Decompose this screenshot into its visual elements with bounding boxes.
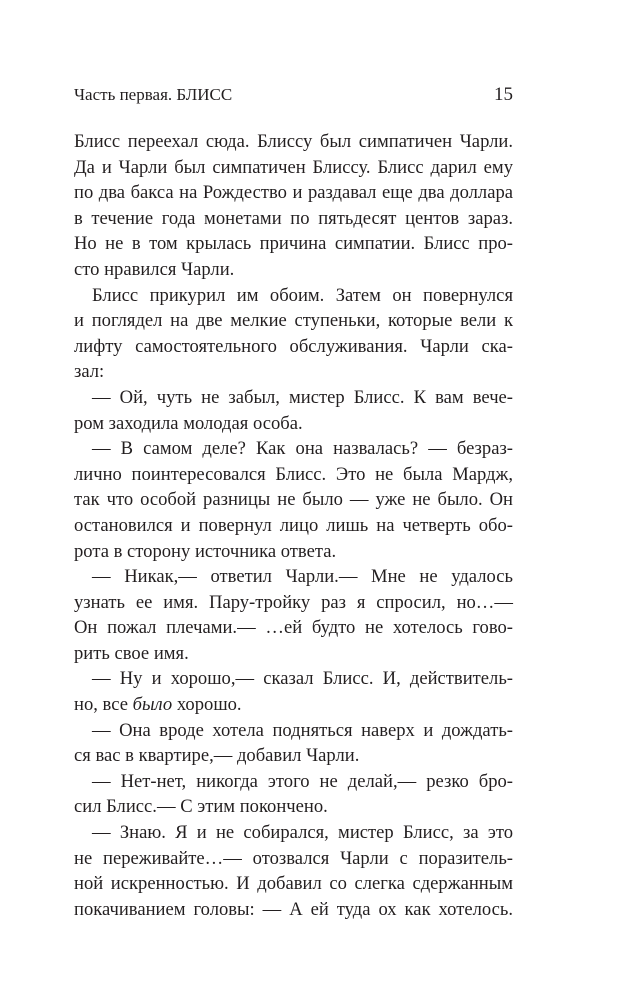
text-line xyxy=(74,692,513,718)
text-line: — Никак,— ответил Чарли.— Мне не удалось xyxy=(92,566,513,588)
running-title: Часть первая. БЛИСС xyxy=(74,85,233,104)
text-line: рить свое имя. xyxy=(74,642,189,664)
text-line: Блисс переехал сюда. Блиссу был симпатичен Чарли. xyxy=(74,131,513,152)
text-line: узнать ее имя. Пару-тройку раз я спросил, но…— xyxy=(74,591,513,613)
text-line: в течение года монетами по пятьдесят центов зараз. xyxy=(74,207,513,229)
page-number: 15 xyxy=(494,84,513,105)
text-line: так что особой разницы не было — уже не было. Он xyxy=(74,489,513,511)
text-line: — Ой, чуть не забыл, мистер Блисс. К вам вече- xyxy=(92,386,513,408)
text-line: Но не в том крылась причина симпатии. Блисс про- xyxy=(74,233,513,255)
text-line: покачиванием головы: — А ей туда ох как хотелось. xyxy=(74,898,513,920)
text-line: по два бакса на Рождество и раздавал еще два доллара xyxy=(74,182,513,204)
text-line: — Знаю. Я и не собирался, мистер Блисс, за это xyxy=(92,822,513,844)
text-line: — Она вроде хотела подняться наверх и дождать- xyxy=(92,719,513,741)
text-line: сто нравился Чарли. xyxy=(74,258,235,280)
italic-word: было xyxy=(132,694,173,716)
text-line: ной искренностью. И добавил со слегка сдержанным xyxy=(74,873,513,895)
text-line: лифту самостоятельного обслуживания. Чарли ска- xyxy=(74,335,513,357)
text-line: ром заходила молодая особа. xyxy=(74,412,303,434)
page-body-text xyxy=(74,129,513,922)
text-line: ся вас в квартире,— добавил Чарли. xyxy=(74,745,360,767)
text-line: не переживайте…— отозвался Чарли с поразитель- xyxy=(74,847,513,869)
text-line: рота в сторону источника ответа. xyxy=(74,540,337,562)
text-line: и поглядел на две мелкие ступеньки, которые вели к xyxy=(74,310,513,332)
running-header xyxy=(74,84,513,106)
text-line: Да и Чарли был симпатичен Блиссу. Блисс дарил ему xyxy=(74,156,513,178)
text-segment: но, все xyxy=(74,694,133,716)
text-line: — Ну и хорошо,— сказал Блисс. И, действитель- xyxy=(92,668,513,690)
text-segment: хорошо. xyxy=(172,694,242,716)
text-line: Он пожал плечами.— …ей будто не хотелось гово- xyxy=(74,617,513,639)
text-line: — Нет-нет, никогда этого не делай,— резко бро- xyxy=(92,770,513,792)
text-line: лично поинтересовался Блисс. Это не была Мардж, xyxy=(74,463,513,485)
text-line: Блисс прикурил им обоим. Затем он повернулся xyxy=(92,284,513,306)
text-line: сил Блисс.— С этим покончено. xyxy=(74,796,328,818)
text-line: — В самом деле? Как она назвалась? — безраз- xyxy=(92,438,513,460)
text-line: остановился и повернул лицо лишь на четверть обо- xyxy=(74,514,513,536)
text-line: зал: xyxy=(74,361,105,383)
